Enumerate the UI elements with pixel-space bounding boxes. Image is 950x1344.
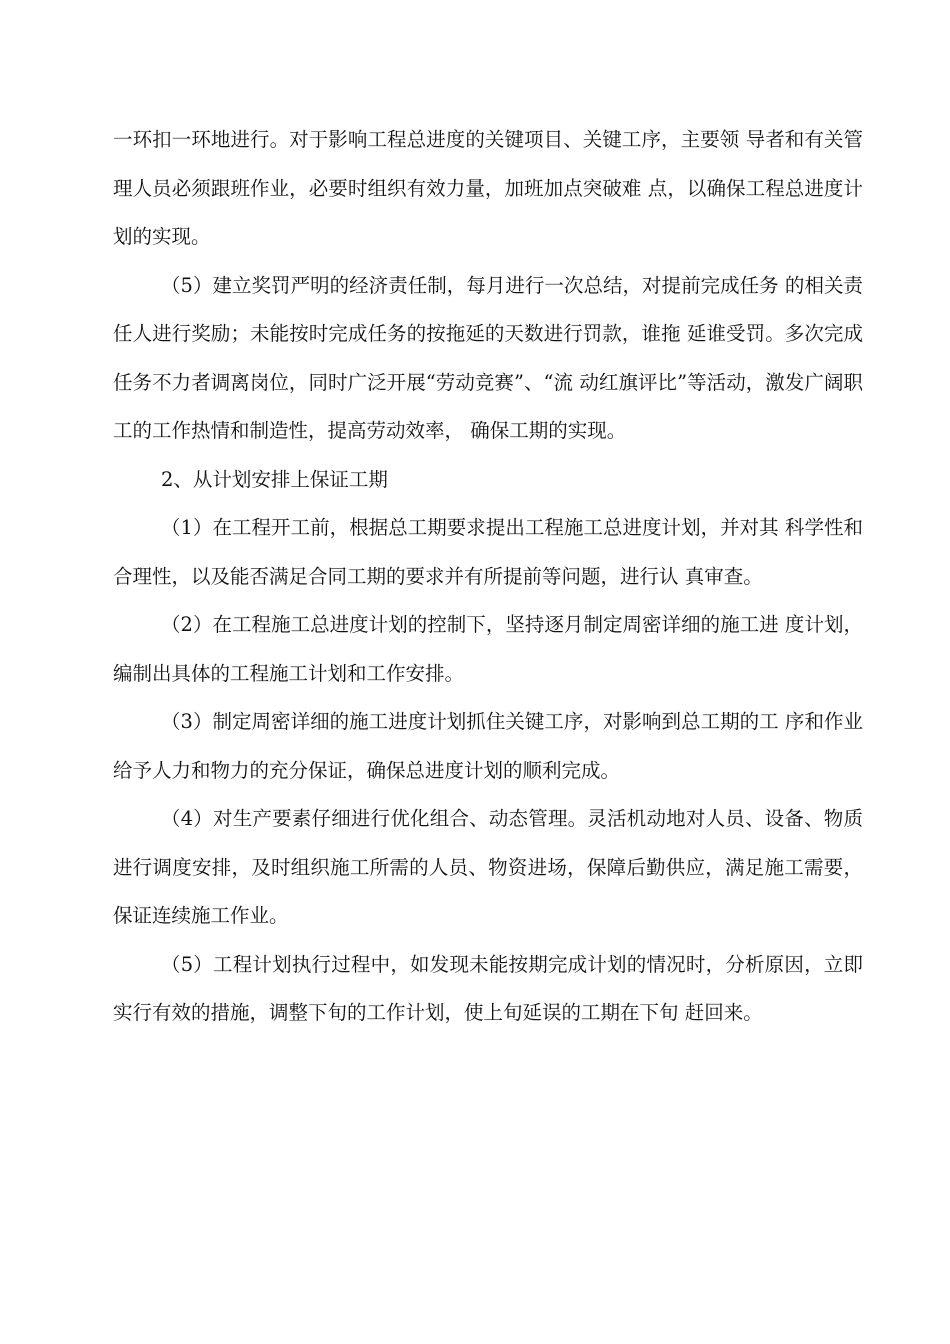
document-body <box>113 116 863 1038</box>
section-heading-schedule: 2、从计划安排上保证工期 <box>161 467 388 491</box>
paragraph-continuation: 一环扣一环地进行。对于影响工程总进度的关键项目、关键工序，主要领 导者和有关管理人员必须跟班作业，必要时组织有效力量，加班加点突破难 点，以确保工程总进度计划的实现。 <box>113 128 863 248</box>
paragraph-item-5: （5）工程计划执行过程中，如发现未能按期完成计划的情况时，分析原因，立即实行有效的措施，调整下旬的工作计划，使上旬延误的工期在下旬 赶回来。 <box>113 952 863 1024</box>
paragraph-item-1: （1）在工程开工前，根据总工期要求提出工程施工总进度计划，并对其 科学性和合理性，以及能否满足合同工期的要求并有所提前等问题，进行认 真审查。 <box>113 516 863 588</box>
paragraph-item-4: （4）对生产要素仔细进行优化组合、动态管理。灵活机动地对人员、设备、物质进行调度安排，及时组织施工所需的人员、物资进场，保障后勤供应，满足施工需要，保证连续施工作业。 <box>113 807 863 927</box>
paragraph-item-2: （2）在工程施工总进度计划的控制下，坚持逐月制定周密详细的施工进 度计划，编制出具体的工程施工计划和工作安排。 <box>113 613 863 685</box>
paragraph-reward-punishment: （5）建立奖罚严明的经济责任制，每月进行一次总结，对提前完成任务 的相关责任人进行奖励；未能按时完成任务的按拖延的天数进行罚款，谁拖 延谁受罚。多次完成任务不力者调离岗位，同时广泛开展“劳动竞赛”、“流 动红旗评比”等活动，激发广阔职工的工作热情和制造性，提高劳动效率， 确保工期的实现。 <box>113 273 863 442</box>
paragraph-item-3: （3）制定周密详细的施工进度计划抓住关键工序，对影响到总工期的工 序和作业给予人力和物力的充分保证，确保总进度计划的顺利完成。 <box>113 710 863 782</box>
